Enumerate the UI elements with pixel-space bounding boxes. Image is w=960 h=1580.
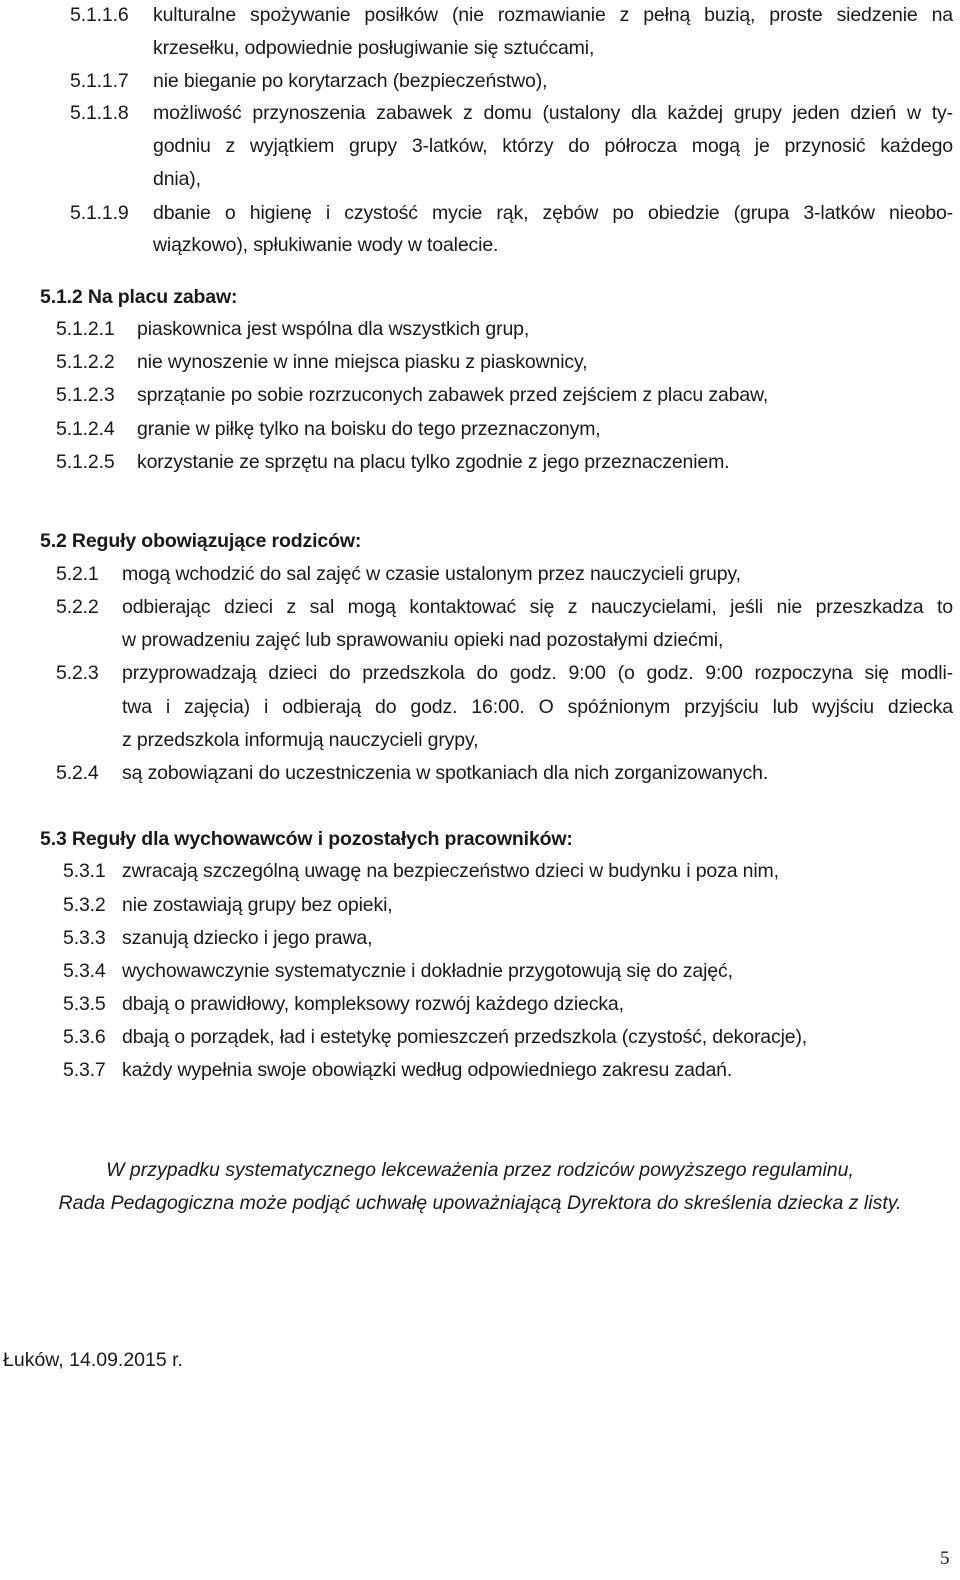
item-number: 5.1.2.4 <box>56 418 115 440</box>
item-text: dbają o porządek, ład i estetykę pomieszczeń przedszkola (czystość, dekoracje), <box>122 1026 808 1048</box>
item-number: 5.3.6 <box>63 1026 106 1048</box>
item-text-line: przyprowadzają dzieci do przedszkola do godz. 9:00 (o godz. 9:00 rozpoczyna się modli- <box>122 662 953 684</box>
item-text-line: mogą wchodzić do sal zajęć w czasie ustalonym przez nauczycieli grupy, <box>122 563 741 585</box>
item-text-line: twa i zajęcia) i odbierają do godz. 16:00. O spóźnionym przyjściu lub wyjściu dziecka <box>122 696 953 718</box>
item-number: 5.1.2.3 <box>56 384 115 406</box>
item-text: nie wynoszenie w inne miejsca piasku z piaskownicy, <box>137 351 588 373</box>
item-number: 5.1.1.6 <box>70 4 129 26</box>
item-number: 5.3.3 <box>63 927 106 949</box>
item-text-line: godniu z wyjątkiem grupy 3-latków, którzy do półrocza mogą je przynosić każdego <box>153 135 953 157</box>
item-number: 5.3.1 <box>63 860 106 882</box>
item-text-line: z przedszkola informują nauczycieli grypy, <box>122 729 479 751</box>
item-number: 5.2.1 <box>56 563 99 585</box>
section-heading: 5.1.2 Na placu zabaw: <box>40 286 238 308</box>
section-heading: 5.2 Reguły obowiązujące rodziców: <box>40 530 362 552</box>
item-text-line: w prowadzeniu zajęć lub sprawowaniu opieki nad pozostałymi dziećmi, <box>122 629 724 651</box>
item-number: 5.1.1.9 <box>70 202 129 224</box>
item-text: wychowawczynie systematycznie i dokładnie przygotowują się do zajęć, <box>122 960 733 982</box>
item-text: sprzątanie po sobie rozrzuconych zabawek przed zejściem z placu zabaw, <box>137 384 769 406</box>
item-text-line: nie bieganie po korytarzach (bezpieczeństwo), <box>153 70 548 92</box>
item-number: 5.2.2 <box>56 596 99 618</box>
section-heading: 5.3 Reguły dla wychowawców i pozostałych pracowników: <box>40 828 573 850</box>
item-number: 5.1.2.5 <box>56 451 115 473</box>
item-text-line: dbanie o higienę i czystość mycie rąk, zębów po obiedzie (grupa 3-latków nieobo- <box>153 202 953 224</box>
item-text-line: odbierając dzieci z sal mogą kontaktować się z nauczycielami, jeśli nie przeszkadza to <box>122 596 953 618</box>
item-number: 5.1.2.1 <box>56 318 115 340</box>
item-number: 5.3.7 <box>63 1059 106 1081</box>
item-number: 5.3.2 <box>63 894 106 916</box>
item-number: 5.2.3 <box>56 662 99 684</box>
item-text-line: wiązkowo), spłukiwanie wody w toalecie. <box>153 234 499 256</box>
closing-statement-line: Rada Pedagogiczna może podjąć uchwałę upoważniającą Dyrektora do skreślenia dziecka z listy. <box>58 1192 902 1214</box>
item-number: 5.3.4 <box>63 960 106 982</box>
item-number: 5.2.4 <box>56 762 99 784</box>
item-text-line: krzesełku, odpowiednie posługiwanie się sztućcami, <box>153 37 595 59</box>
item-number: 5.1.1.8 <box>70 102 129 124</box>
item-text-line: są zobowiązani do uczestniczenia w spotkaniach dla nich zorganizowanych. <box>122 762 769 784</box>
item-number: 5.1.2.2 <box>56 351 115 373</box>
item-number: 5.3.5 <box>63 993 106 1015</box>
item-text: granie w piłkę tylko na boisku do tego przeznaczonym, <box>137 418 601 440</box>
page-number: 5 <box>940 1548 950 1569</box>
item-text: każdy wypełnia swoje obowiązki według odpowiedniego zakresu zadań. <box>122 1059 733 1081</box>
item-number: 5.1.1.7 <box>70 70 129 92</box>
item-text-line: kulturalne spożywanie posiłków (nie rozmawianie z pełną buzią, proste siedzenie na <box>153 4 953 26</box>
place-date: Łuków, 14.09.2015 r. <box>3 1349 183 1371</box>
item-text: korzystanie ze sprzętu na placu tylko zgodnie z jego przeznaczeniem. <box>137 451 730 473</box>
item-text: nie zostawiają grupy bez opieki, <box>122 894 393 916</box>
item-text: dbają o prawidłowy, kompleksowy rozwój każdego dziecka, <box>122 993 624 1015</box>
item-text-line: dnia), <box>153 168 201 190</box>
item-text: zwracają szczególną uwagę na bezpieczeństwo dzieci w budynku i poza nim, <box>122 860 779 882</box>
item-text: szanują dziecko i jego prawa, <box>122 927 373 949</box>
closing-statement-line: W przypadku systematycznego lekceważenia przez rodziców powyższego regulaminu, <box>106 1159 854 1181</box>
item-text-line: możliwość przynoszenia zabawek z domu (ustalony dla każdej grupy jeden dzień w ty- <box>153 102 953 124</box>
item-text: piaskownica jest wspólna dla wszystkich grup, <box>137 318 530 340</box>
